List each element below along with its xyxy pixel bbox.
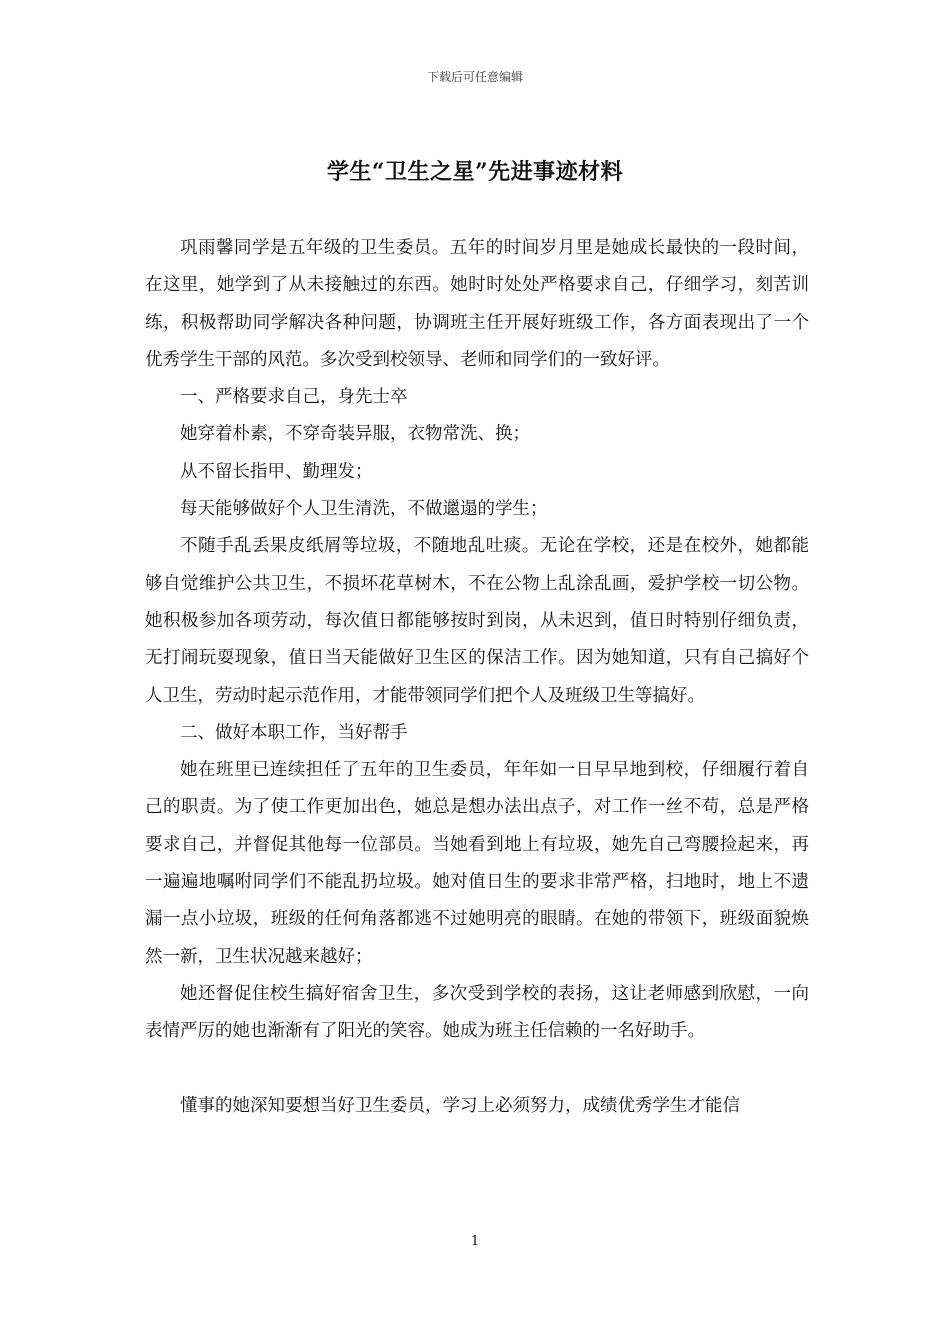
section-heading-2: 二、做好本职工作，当好帮手 xyxy=(180,722,408,743)
paragraph: 从不留长指甲、勤理发； xyxy=(180,461,373,482)
paragraph: 懂事的她深知要想当好卫生委员，学习上必须努力，成绩优秀学生才能信 xyxy=(180,1095,740,1116)
paragraph-intro: 巩雨馨同学是五年级的卫生委员。五年的时间岁月里是她成长最快的一段时间，在这里，她学到了从未接触过的东西。她时时处处严格要求自己，仔细学习，刻苦训练，积极帮助同学解决各种问题，协调班主任开展好班级工作，各方面表现出了一个优秀学生干部的风范。多次受到校领导、老师和同学们的一致好评。 xyxy=(145,238,809,370)
paragraph: 她在班里已连续担任了五年的卫生委员，年年如一日早早地到校，仔细履行着自己的职责。为了使工作更加出色，她总是想办法出点子，对工作一丝不苟，总是严格要求自己，并督促其他每一位部员。当她看到地上有垃圾，她先自己弯腰捡起来，再一遍遍地嘱咐同学们不能乱扔垃圾。她对值日生的要求非常严格，扫地时，地上不遗漏一点小垃圾，班级的任何角落都逃不过她明亮的眼睛。在她的带领下，班级面貌焕然一新，卫生状况越来越好； xyxy=(145,760,809,967)
paragraph: 不随手乱丢果皮纸屑等垃圾，不随地乱吐痰。无论在学校，还是在校外，她都能够自觉维护公共卫生，不损坏花草树木，不在公物上乱涂乱画，爱护学校一切公物。她积极参加各项劳动，每次值日都能够按时到岗，从未迟到，值日时特别仔细负责，无打闹玩耍现象，值日当天能做好卫生区的保洁工作。因为她知道，只有自己搞好个人卫生，劳动时起示范作用，才能带领同学们把个人及班级卫生等搞好。 xyxy=(145,536,809,706)
paragraph: 她还督促住校生搞好宿舍卫生，多次受到学校的表扬，这让老师感到欣慰，一向表情严厉的她也渐渐有了阳光的笑容。她成为班主任信赖的一名好助手。 xyxy=(145,983,809,1042)
page-number: 1 xyxy=(470,1234,480,1249)
paragraph: 每天能够做好个人卫生清洗，不做邋遢的学生； xyxy=(180,499,548,520)
section-heading-1: 一、严格要求自己，身先士卒 xyxy=(180,387,408,408)
paragraph: 她穿着朴素，不穿奇装异服，衣物常洗、换； xyxy=(180,424,530,445)
document-title: 学生“卫生之星”先进事迹材料 xyxy=(326,159,624,185)
document-body xyxy=(145,230,809,1125)
header-note: 下载后可任意编辑 xyxy=(426,70,523,84)
